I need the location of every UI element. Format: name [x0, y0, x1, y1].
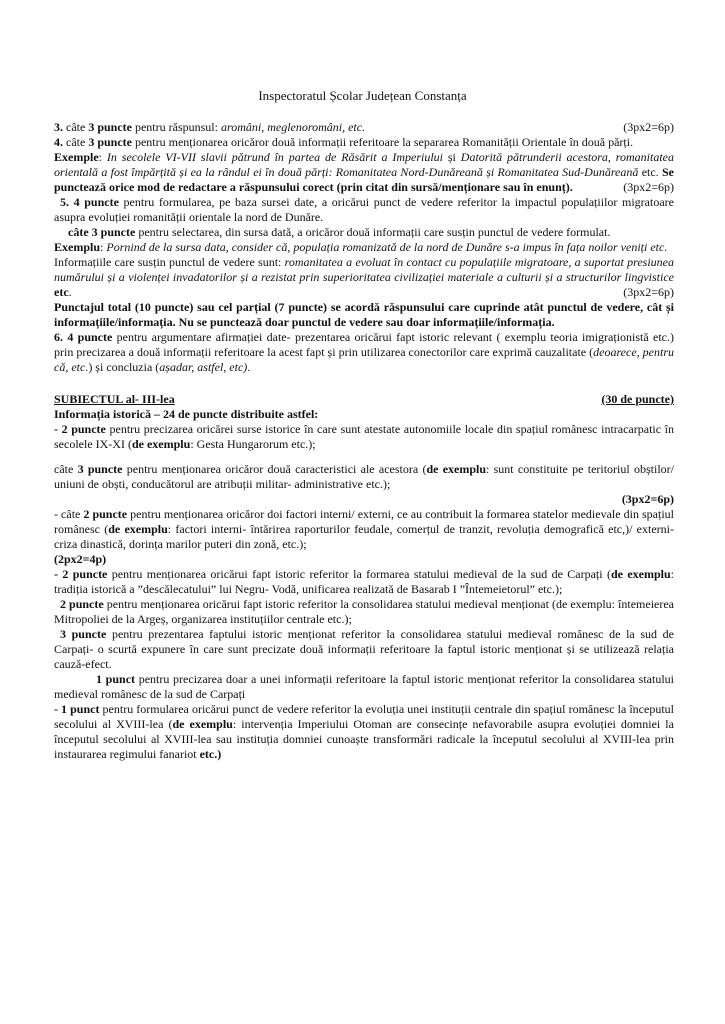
- point-characteristics-score: (3px2=6p): [621, 492, 674, 506]
- total-score-note: Punctajul total (10 puncte) sau cel parțial (7 puncte) se acordă răspunsului care cuprinde atât punctul de vedere, cât și informațiile/informația. Nu se punctează doar punctul de vedere sau doar informațiile/informația.: [54, 300, 674, 329]
- point-source: - 2 puncte pentru precizarea oricărei surse istorice în care sunt atestate autonomiile locale din spațiul românesc intracarpatic în secolele IX-XI (de exemplu: Gesta Hungarorum etc.);: [54, 422, 675, 451]
- item-5-example: Exemplu: Pornind de la sursa data, consider că, populația romanizată de la nord de Dunăre s-a impus în fața noilor veniți etc.: [54, 240, 668, 254]
- point-factors: - câte 2 puncte pentru menționarea oricăror doi factori interni/ externi, ce au contribuit la formarea statelor medievale din spațiul românesc (de exemplu: factori interni- întărirea raporturilor feudale, comerțul de tranzit, revoluția demografică etc,)/ externi- criza dinastică, dorința marilor puteri din zonă, etc.);: [54, 507, 674, 551]
- section-3-points: (30 de puncte): [601, 392, 674, 406]
- item-5-information: Informațiile care susțin punctul de vedere sunt: romanitatea a evoluat în contact cu populațiile migratoare, a suportat presiunea numărului și a violenței invadatorilor și a rezistat prin superioritatea civilizației materiale a culturii și a structurilor lingvistice etc. (3px2=6p): [54, 255, 674, 299]
- point-characteristics: câte 3 puncte pentru menționarea oricăror două caracteristici ale acestora (de exemplu: sunt constituite pe teritoriul obștilor/ uniuni de obști, conducătorul are atribuții militar- administrative etc.);: [54, 462, 674, 491]
- item-3-score: (3px2=6p): [623, 120, 674, 134]
- point-presentation: 3 puncte pentru prezentarea faptului istoric menționat referitor la consolidarea statului medieval românesc de la sud de Carpați- o scurtă expunere în care sunt precizate două informații referitoare la faptul istoric menționat și se utilizează relația cauză-efect.: [54, 627, 675, 671]
- page-header: Inspectoratul Școlar Județean Constanța: [258, 88, 467, 103]
- point-partial: 1 punct pentru precizarea doar a unei informații referitoare la faptul istoric menționat referitor la consolidarea statului medieval românesc de la sud de Carpați: [54, 672, 675, 701]
- point-formation: - 2 puncte pentru menționarea oricărui fapt istoric referitor la formarea statului medieval de la sud de Carpați (de exemplu: tradiția istorică a ”descălecatului” lui Negru- Vodă, unificarea realizată de Basarab I ”Întemeietorul” etc.);: [54, 567, 674, 596]
- item-5-score: (3px2=6p): [623, 285, 674, 299]
- item-5: 5. 4 puncte pentru formularea, pe baza sursei date, a oricărui punct de vedere referitor la impactul populațiilor migratoare asupra evoluției romanității orientale la nord de Dunăre.: [54, 195, 674, 224]
- document-body: [54, 120, 674, 762]
- section-3-title: SUBIECTUL al- III-lea: [54, 392, 175, 406]
- point-opinion: - 1 punct pentru formularea oricărui punct de vedere referitor la evoluția unei instituții centrale din spațiul românesc la începutul secolului al XVIII-lea (de exemplu: intervenția Imperiului Otoman are consecințe nefavorabile asupra evoluției domniei la începutul secolului al XVIII-lea sau instituția domniei cunoaște transformări radicale la începutul secolului al XVIII-lea prin instaurarea regimului fanariot etc.): [54, 702, 674, 761]
- item-3-text: 3. câte 3 puncte pentru răspunsul: aromâni, meglenoromâni, etc.: [54, 120, 366, 134]
- section-3-subtitle: Informația istorică – 24 de puncte distribuite astfel:: [54, 407, 319, 421]
- item-5-selection: câte 3 puncte pentru selectarea, din sursa dată, a oricăror două informații care susțin punctul de vedere formulat.: [68, 225, 611, 239]
- point-consolidation: 2 puncte pentru menționarea oricărui fapt istoric referitor la consolidarea statului medieval menționat (de exemplu: întemeierea Mitropoliei de la Argeș, organizarea instituțiilor centrale etc.);: [54, 597, 675, 626]
- point-factors-score: (2px2=4p): [54, 552, 107, 566]
- item-4: 4. câte 3 puncte pentru menționarea oricăror două informații referitoare la separarea Romanității Orientale în două părți.: [54, 135, 634, 149]
- item-4-score: (3px2=6p): [623, 180, 674, 194]
- item-3: [54, 120, 674, 135]
- item-6: 6. 4 puncte pentru argumentare afirmației date- prezentarea oricărui fapt istoric relevant ( exemplu teoria imigraționistă etc.) prin precizarea a două informații referitoare la acest fapt și prin utilizarea conectorilor care exprimă cauzalitate (deoarece, pentru că, etc.) și concluzia (așadar, astfel, etc).: [54, 330, 674, 374]
- section-3-heading: [54, 392, 674, 407]
- item-4-examples: Exemple: In secolele VI-VII slavii pătrund în partea de Răsărit a Imperiului și Datorită pătrunderii acestora, romanitatea orientală a fost împărțită și ea la rândul ei în două părți: Romanitatea Nord-Dunăreană și Romanitatea Sud-Dunăreană etc. Se punctează orice mod de redactare a răspunsului corect (prin citat din sursă/menționare sau în enunț). (3px2=6p): [54, 150, 674, 194]
